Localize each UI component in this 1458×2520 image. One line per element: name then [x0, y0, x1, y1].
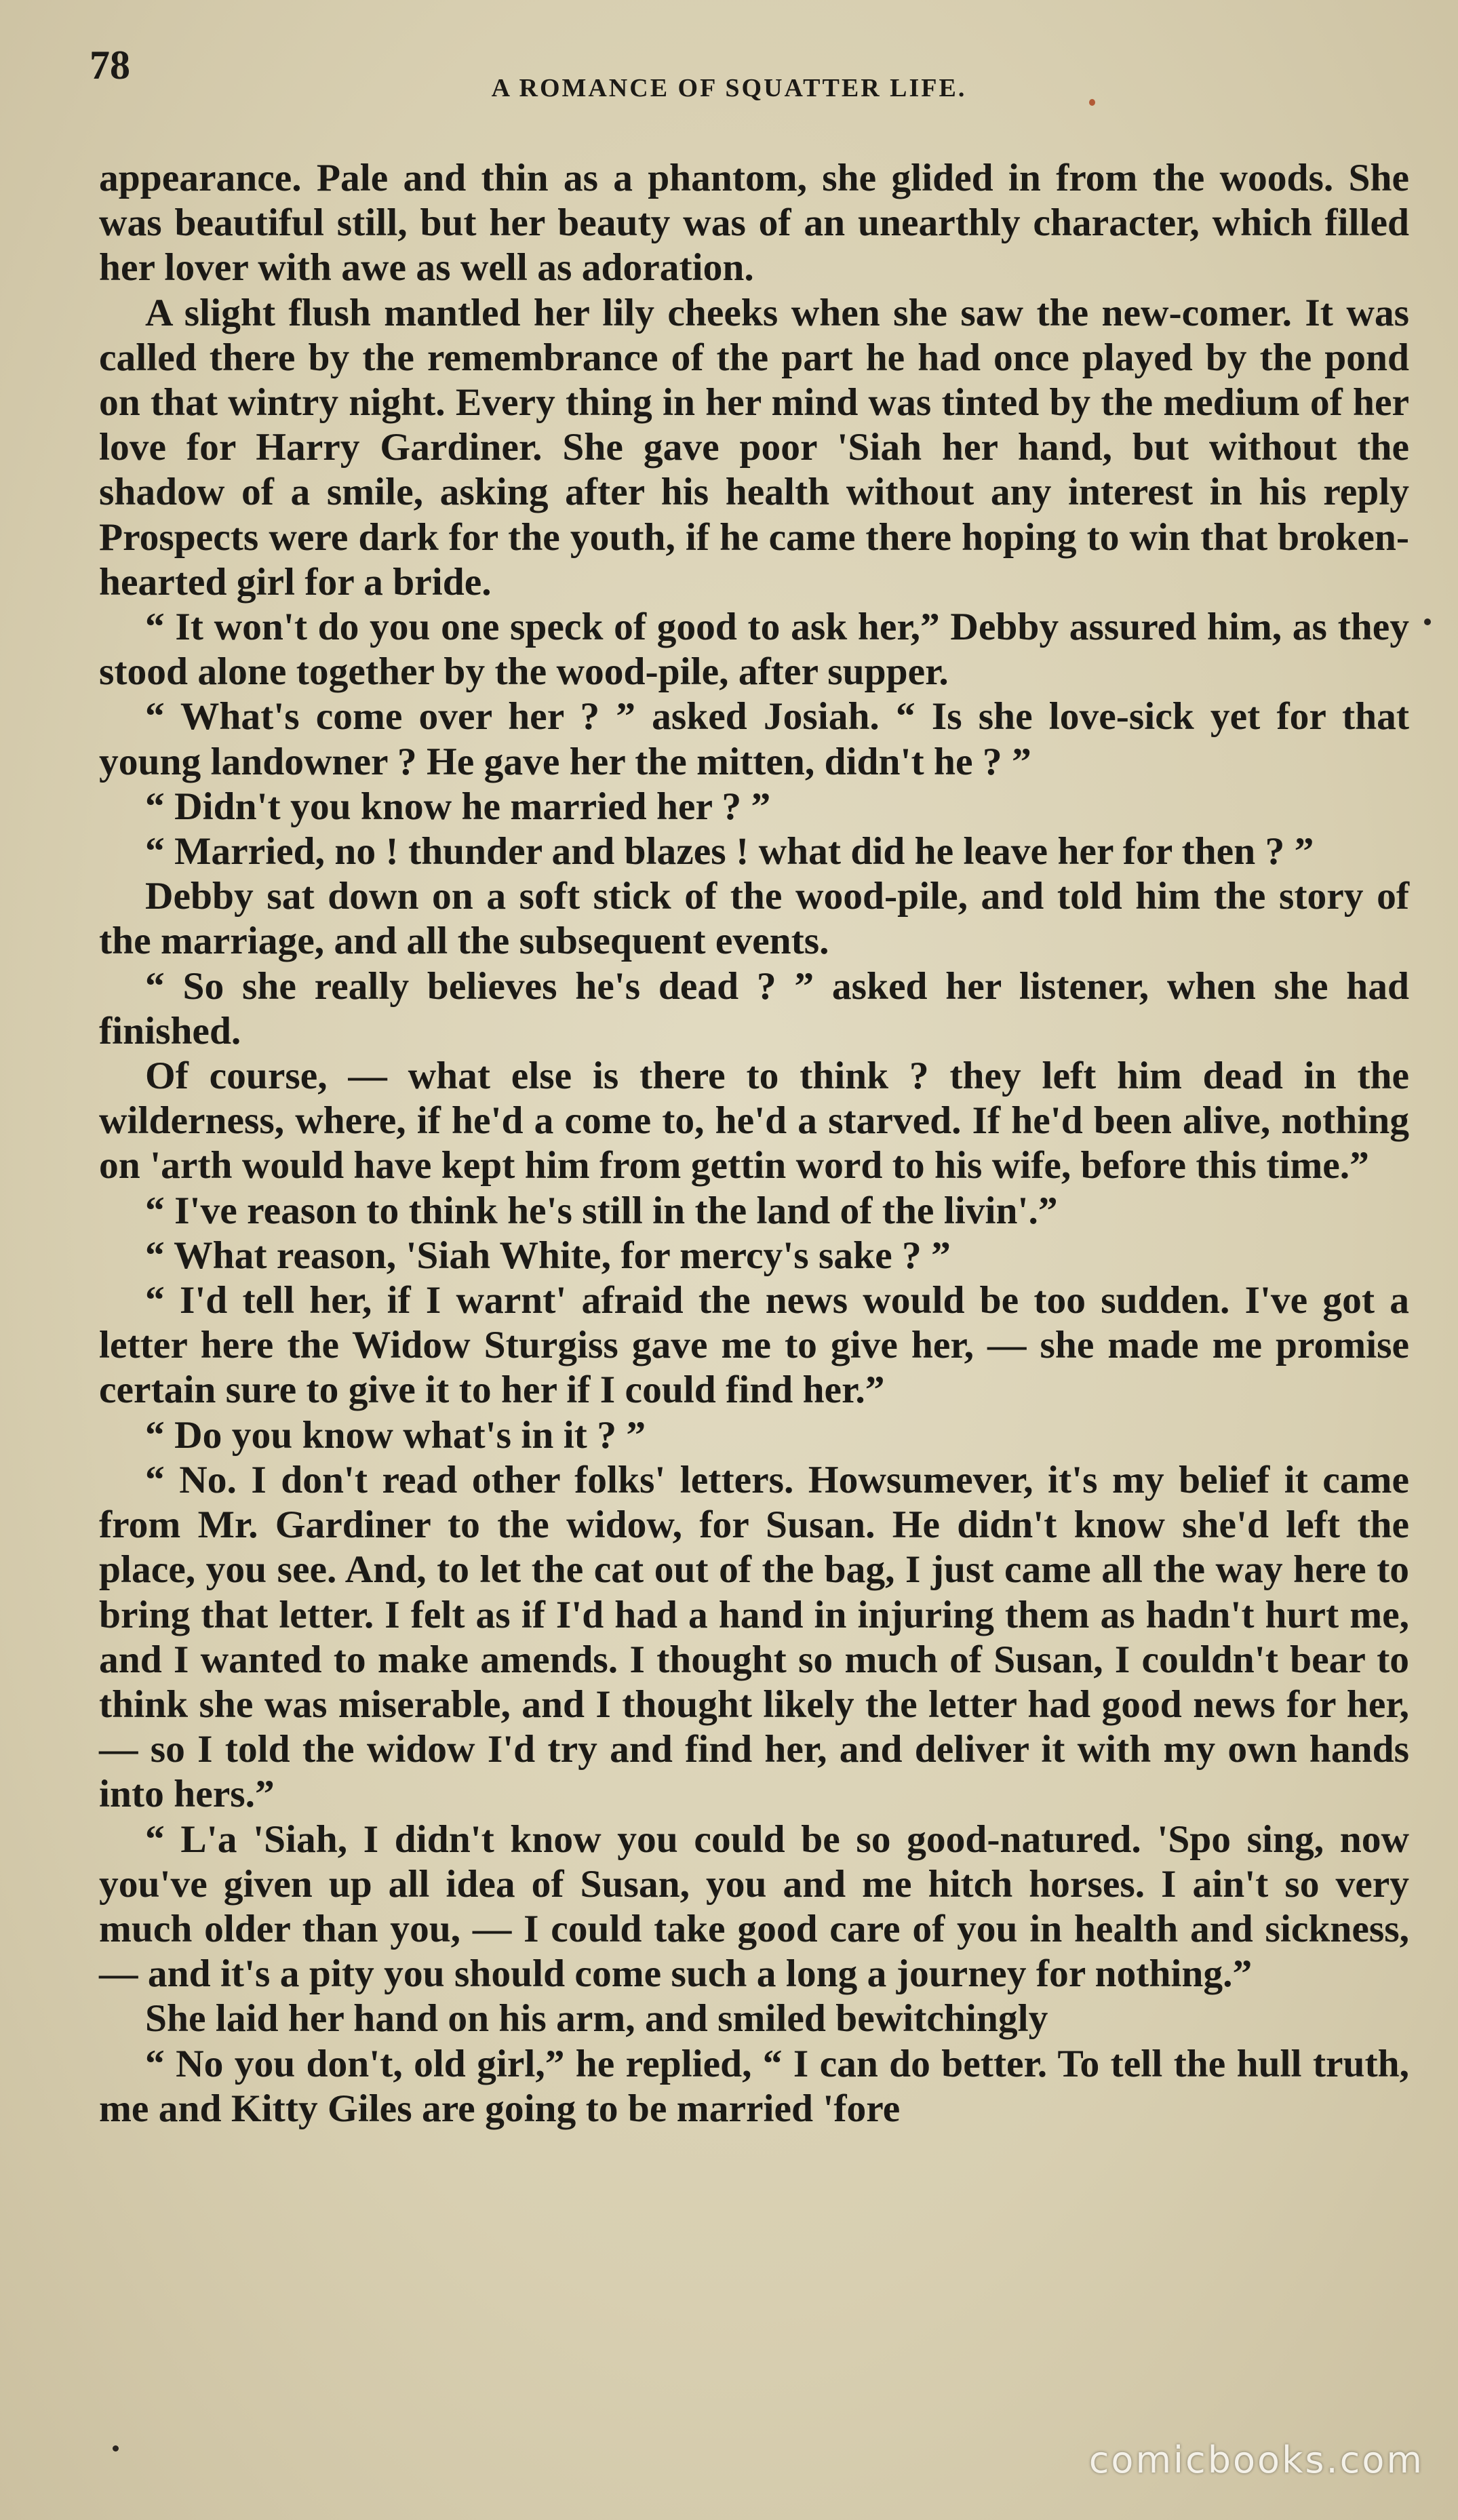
paper-speck — [1424, 618, 1431, 625]
paragraph: A slight flush mantled her lily cheeks when she saw the new-comer. It was called there by the remembrance of the part he had once played by the pond on that wintry night. Every thing in her mind was tinted by the medium of her love for Harry Gardiner. She gave poor 'Siah her hand, but without the shadow of a smile, asking after his health without any interest in his reply Prospects were dark for the youth, if he came there hoping to win that broken-hearted girl for a bride. — [99, 291, 1409, 604]
paragraph: “ It won't do you one speck of good to ask her,” Debby assured him, as they stood alone together by the wood-pile, after supper. — [99, 606, 1409, 694]
running-title: A ROMANCE OF SQUATTER LIFE. — [491, 74, 967, 102]
paragraph: appearance. Pale and thin as a phantom, she glided in from the woods. She was beautiful still, but her beauty was of an unearthly character, which filled her lover with awe as well as adoration. — [99, 157, 1409, 290]
paragraph: “ So she really believes he's dead ? ” asked her listener, when she had finished. — [99, 964, 1409, 1052]
paragraph: “ L'a 'Siah, I didn't know you could be so good-natured. 'Spo sing, now you've given up all idea of Susan, you and me hitch horses. I ain't so very much older than you, — I could take good care of you in health and sickness, — and it's a pity you should come such a long a journey for nothing.” — [99, 1817, 1409, 1996]
paragraph: Debby sat down on a soft stick of the wood-pile, and told him the story of the marriage, and all the subsequent events. — [99, 875, 1409, 963]
paragraph: “ Married, no ! thunder and blazes ! what did he leave her for then ? ” — [145, 830, 1314, 873]
paragraph: “ No you don't, old girl,” he replied, “ I can do better. To tell the hull truth, me and Kitty Giles are going to be married 'fore — [99, 2042, 1409, 2130]
paragraph: “ I've reason to think he's still in the land of the livin'.” — [145, 1189, 1058, 1232]
paragraph: “ What reason, 'Siah White, for mercy's sake ? ” — [145, 1234, 951, 1277]
body-text — [99, 156, 1409, 2131]
page-number: 78 — [90, 43, 130, 87]
paragraph: “ No. I don't read other folks' letters. Howsumever, it's my belief it came from Mr. Gardiner to the widow, for Susan. He didn't know she'd left the place, you see. And, to let the cat out of the bag, I just came all the way here to bring that letter. I felt as if I'd had a hand in injuring them as hadn't hurt me, and I wanted to make amends. I thought so much of Susan, I couldn't bear to think she was miserable, and I thought likely the letter had good news for her, — so I told the widow I'd try and find her, and deliver it with my own hands into hers.” — [99, 1458, 1409, 1816]
paragraph: “ Didn't you know he married her ? ” — [145, 785, 771, 828]
watermark: comicbooks.com — [1088, 2439, 1424, 2481]
paragraph: “ I'd tell her, if I warnt' afraid the news would be too sudden. I've got a letter here the Widow Sturgiss gave me to give her, — she made me promise certain sure to give it to her if I could find her.” — [99, 1279, 1409, 1412]
paragraph: She laid her hand on his arm, and smiled bewitchingly — [145, 1997, 1048, 2041]
paper-speck — [113, 2445, 119, 2452]
paper-speck — [1089, 99, 1095, 106]
paragraph: Of course, — what else is there to think ? they left him dead in the wilderness, where, if he'd a come to, he'd a starved. If he'd been alive, nothing on 'arth would have kept him from gettin word to his wife, before this time.” — [99, 1055, 1409, 1187]
paragraph: “ Do you know what's in it ? ” — [145, 1413, 646, 1457]
paragraph: “ What's come over her ? ” asked Josiah. “ Is she love-sick yet for that young landowner ? He gave her the mitten, didn't he ? ” — [99, 695, 1409, 783]
